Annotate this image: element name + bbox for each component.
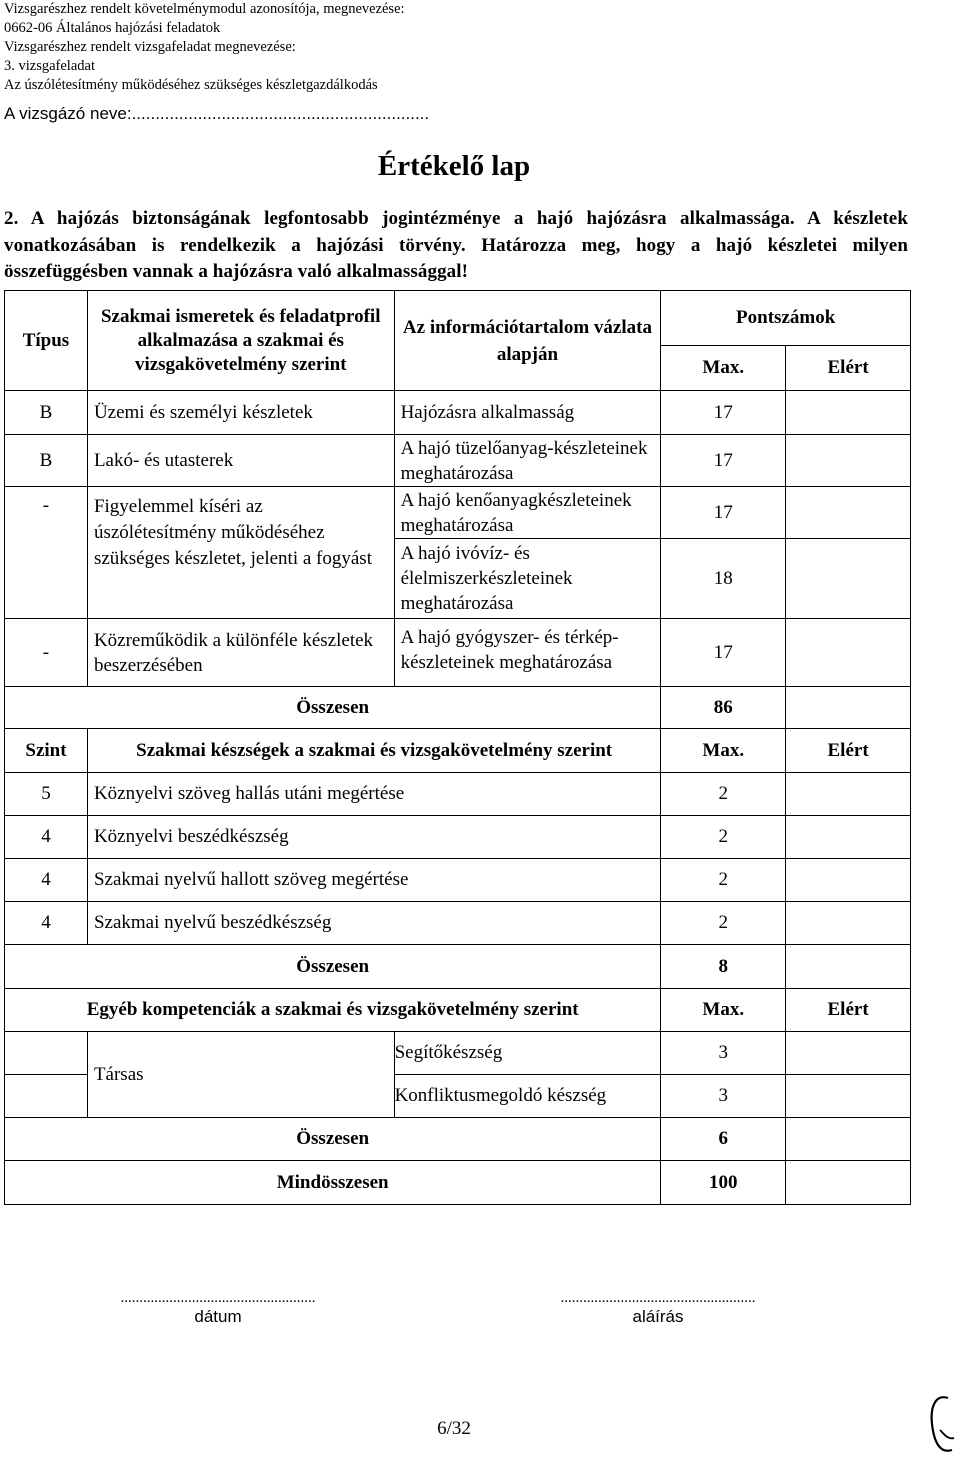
row-max: 2	[661, 859, 786, 902]
row-level: 4	[5, 859, 88, 902]
row-outline: Hajózásra alkalmasság	[394, 391, 661, 435]
row-got[interactable]	[786, 859, 911, 902]
task-text: 2. A hajózás biztonságának legfontosabb jogintézménye a hajó hajózásra alkalmassága. A készletek vonatkozásában is rendelkezik a hajózási törvény. Határozza meg, hogy a hajó készletei milyen összefüggésben vannak a hajózásra való alkalmassággal!	[4, 208, 908, 282]
total-label: Összesen	[5, 687, 661, 729]
header-line: 3. vizsgafeladat	[4, 58, 95, 74]
col-got-header: Elért	[786, 729, 911, 773]
grand-total-max: 100	[661, 1161, 786, 1205]
row-got[interactable]	[786, 435, 911, 487]
row-knowledge: Üzemi és személyi készletek	[87, 391, 394, 435]
header-line: 0662-06 Általános hajózási feladatok	[4, 20, 221, 36]
total-got[interactable]	[786, 945, 911, 989]
signature-label: aláírás	[632, 1307, 684, 1326]
row-level: 4	[5, 902, 88, 945]
row-knowledge: Lakó- és utasterek	[87, 435, 394, 487]
total-got[interactable]	[786, 687, 911, 729]
row-outline: A hajó tüzelőanyag-készleteinek meghatározása	[394, 435, 661, 487]
row-skill: Konfliktusmegoldó készség	[394, 1075, 661, 1118]
row-got[interactable]	[786, 1032, 911, 1075]
group-blank	[5, 1075, 88, 1118]
total-label: Összesen	[5, 945, 661, 989]
col-max-header: Max.	[661, 346, 786, 391]
row-max: 17	[661, 391, 786, 435]
col-level-header: Szint	[5, 729, 88, 773]
row-skill: Köznyelvi szöveg hallás utáni megértése	[87, 773, 660, 816]
grand-total-got[interactable]	[786, 1161, 911, 1205]
col-max-header: Max.	[661, 729, 786, 773]
total-got[interactable]	[786, 1118, 911, 1161]
row-skill: Köznyelvi beszédkészség	[87, 816, 660, 859]
row-type: B	[5, 391, 88, 435]
date-label: dátum	[194, 1307, 242, 1326]
col-points-header: Pontszámok	[661, 291, 911, 346]
candidate-name-line: A vizsgázó neve:...............................................................	[4, 104, 430, 123]
row-max: 17	[661, 619, 786, 687]
row-outline: A hajó kenőanyagkészleteinek meghatározása	[394, 487, 661, 539]
row-skill: Szakmai nyelvű beszédkészség	[87, 902, 660, 945]
date-signature-block	[86, 1290, 350, 1327]
total-label: Összesen	[5, 1118, 661, 1161]
header-line: Vizsgarészhez rendelt követelménymodul azonosítója, megnevezése:	[4, 1, 405, 17]
col-got-header: Elért	[786, 346, 911, 391]
row-got[interactable]	[786, 773, 911, 816]
col-type-header: Típus	[5, 291, 88, 391]
row-got[interactable]	[786, 391, 911, 435]
row-got[interactable]	[786, 619, 911, 687]
row-type: -	[5, 487, 88, 619]
row-level: 5	[5, 773, 88, 816]
total-max: 8	[661, 945, 786, 989]
signature-dots: ....................................................	[560, 1290, 756, 1306]
row-got[interactable]	[786, 1075, 911, 1118]
row-type: B	[5, 435, 88, 487]
header-line: Vizsgarészhez rendelt vizsgafeladat megnevezése:	[4, 39, 296, 55]
row-max: 17	[661, 487, 786, 539]
col-skill-header: Szakmai készségek a szakmai és vizsgakövetelmény szerint	[87, 729, 660, 773]
group-label: Társas	[87, 1032, 394, 1118]
header-line: Az úszólétesítmény működéséhez szükséges készletgazdálkodás	[4, 77, 378, 93]
row-level: 4	[5, 816, 88, 859]
total-max: 6	[661, 1118, 786, 1161]
row-max: 3	[661, 1032, 786, 1075]
col-outline-header: Az információtartalom vázlata alapján	[394, 291, 661, 391]
row-max: 17	[661, 435, 786, 487]
row-max: 2	[661, 816, 786, 859]
document-header	[4, 0, 405, 95]
group-blank	[5, 1032, 88, 1075]
row-got[interactable]	[786, 902, 911, 945]
handwritten-mark	[918, 1390, 958, 1460]
row-got[interactable]	[786, 487, 911, 539]
col-other-header: Egyéb kompetenciák a szakmai és vizsgakövetelmény szerint	[5, 989, 661, 1032]
row-skill: Segítőkészség	[394, 1032, 661, 1075]
page-number: 6/32	[437, 1418, 471, 1439]
row-knowledge: Figyelemmel kíséri az úszólétesítmény működéséhez szükséges készletet, jelenti a fogyást	[87, 487, 394, 619]
row-knowledge: Közreműködik a különféle készletek beszerzésében	[87, 619, 394, 687]
row-got[interactable]	[786, 539, 911, 619]
row-skill: Szakmai nyelvű hallott szöveg megértése	[87, 859, 660, 902]
col-got-header: Elért	[786, 989, 911, 1032]
page-title: Értékelő lap	[377, 150, 531, 182]
row-outline: A hajó ivóvíz- és élelmiszerkészleteinek meghatározása	[394, 539, 661, 619]
row-outline: A hajó gyógyszer- és térkép-készleteinek meghatározása	[394, 619, 661, 687]
row-type: -	[5, 619, 88, 687]
total-max: 86	[661, 687, 786, 729]
row-max: 18	[661, 539, 786, 619]
evaluation-table	[4, 290, 911, 1205]
col-max-header: Max.	[661, 989, 786, 1032]
row-max: 2	[661, 773, 786, 816]
grand-total-label: Mindösszesen	[5, 1161, 661, 1205]
date-dots: ....................................................	[120, 1290, 316, 1306]
col-knowledge-header: Szakmai ismeretek és feladatprofil alkalmazása a szakmai és vizsgakövetelmény szerint	[87, 291, 394, 391]
row-max: 3	[661, 1075, 786, 1118]
row-got[interactable]	[786, 816, 911, 859]
row-max: 2	[661, 902, 786, 945]
signature-block	[526, 1290, 790, 1327]
